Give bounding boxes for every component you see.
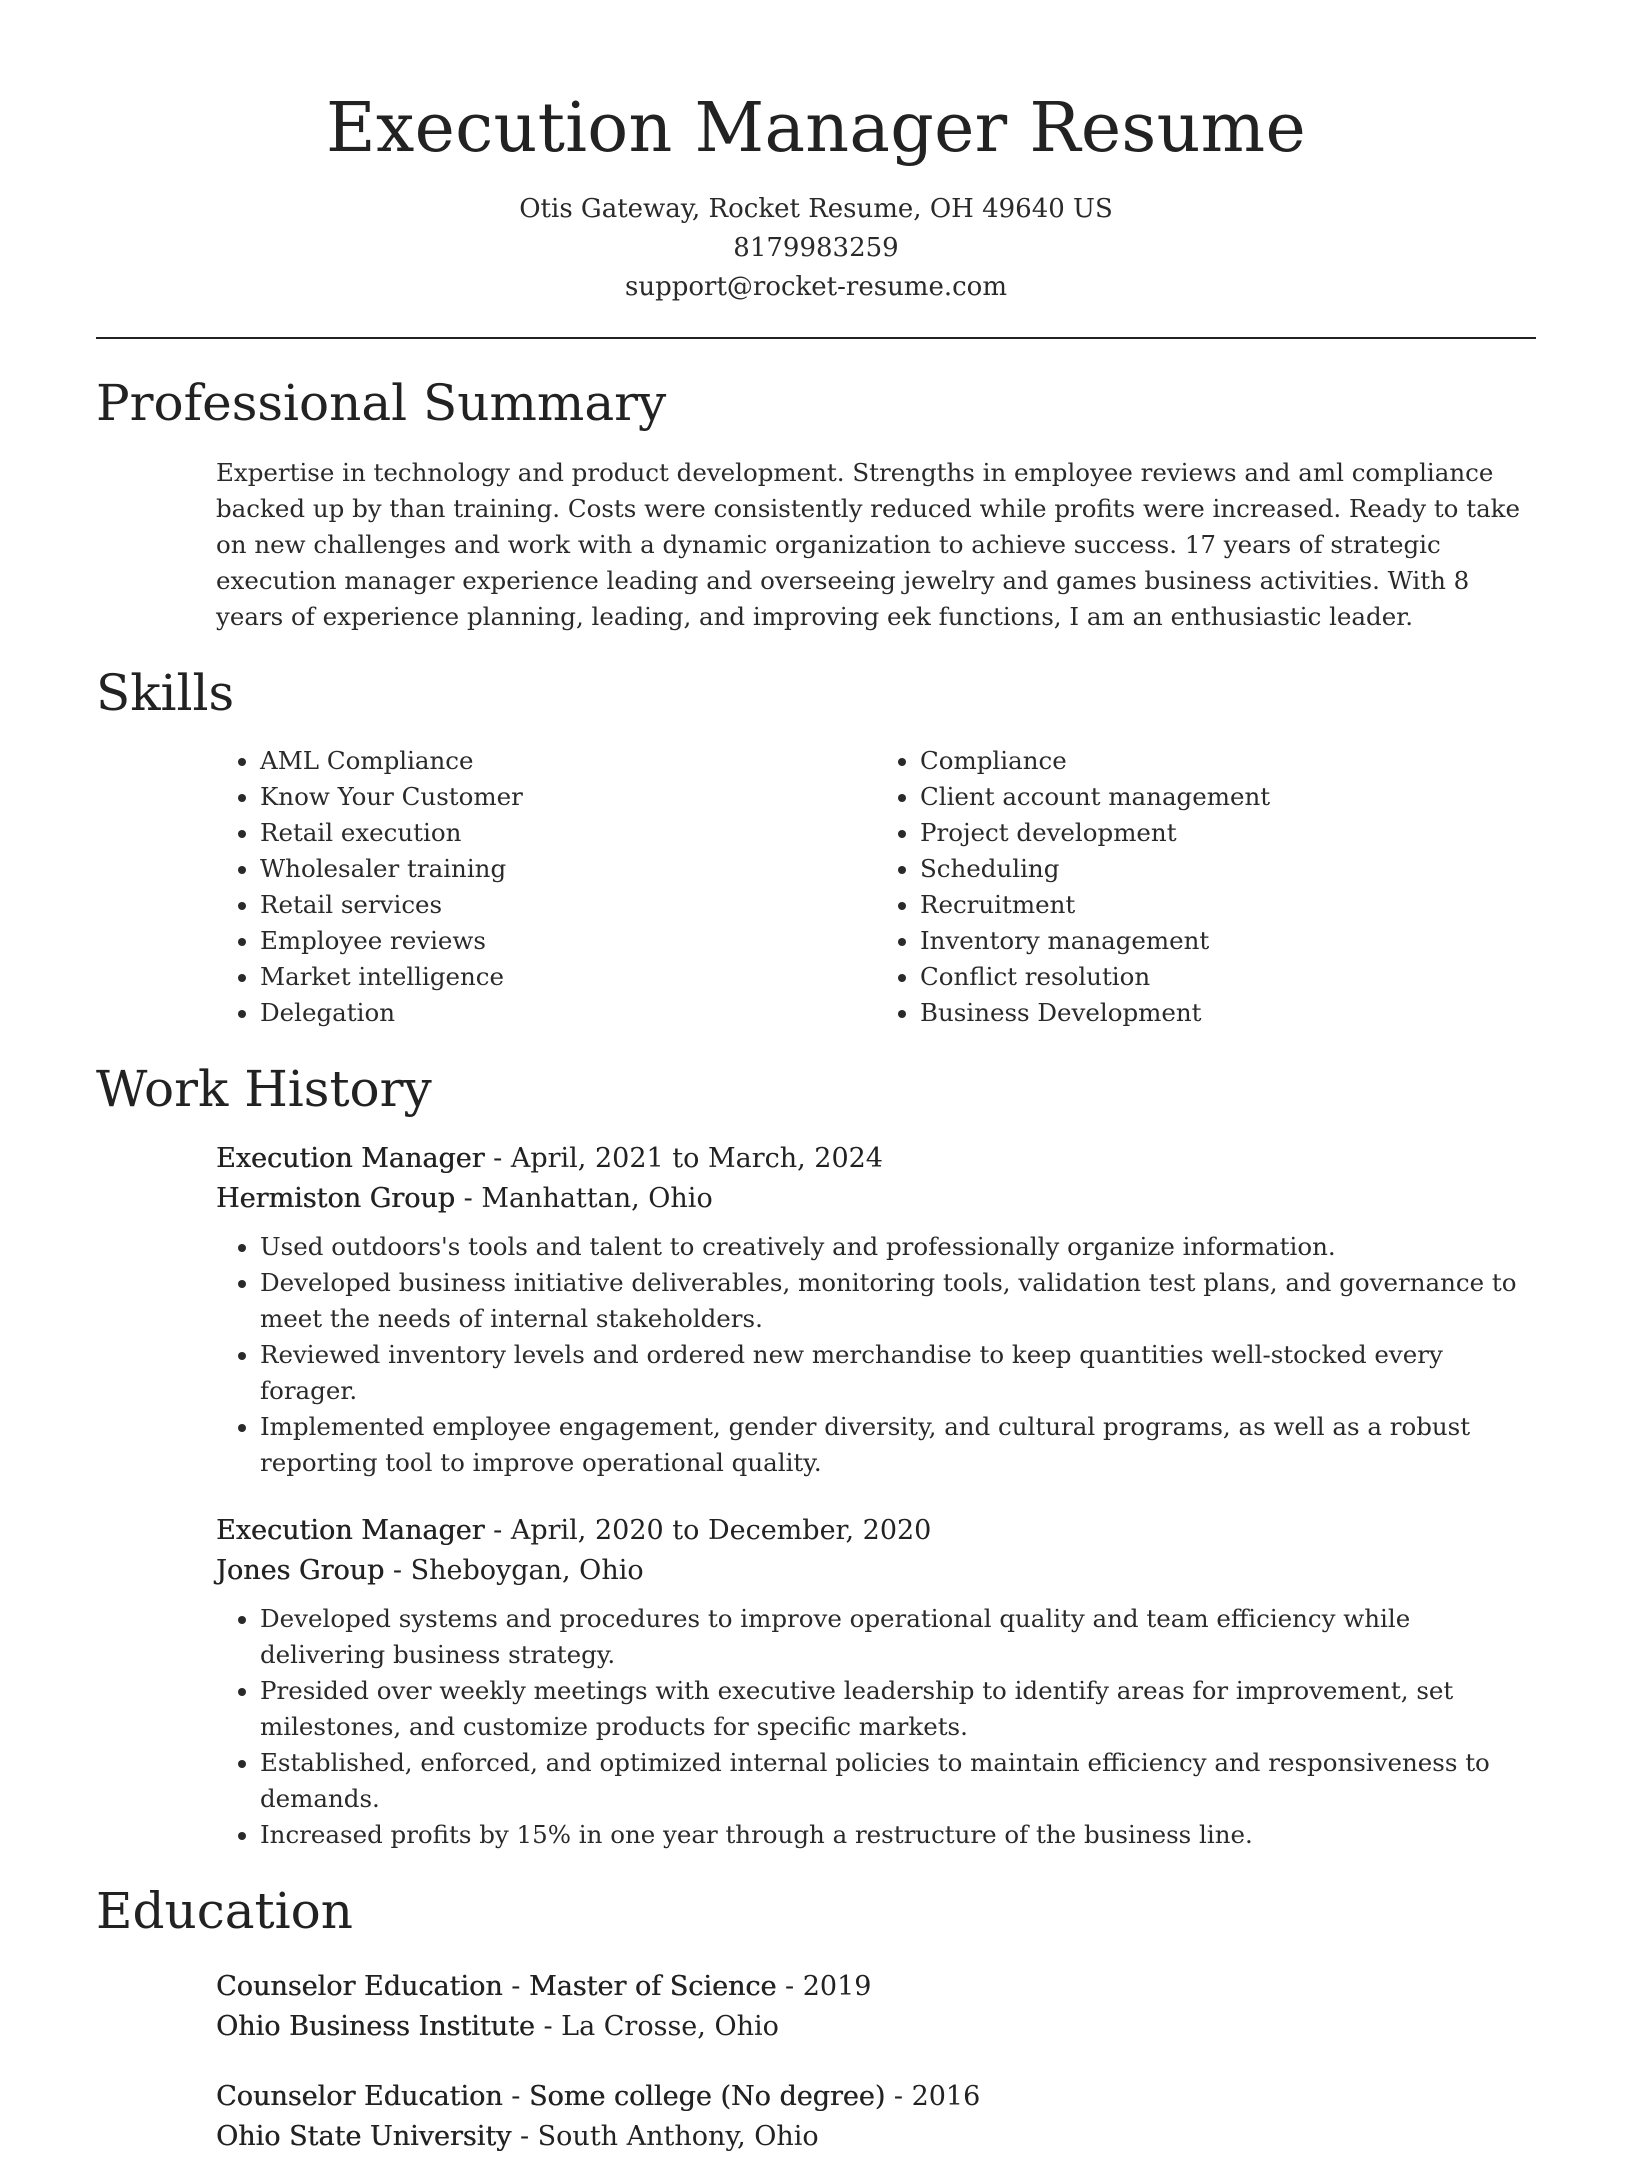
education-degree: Master of Science bbox=[528, 1971, 777, 2002]
skills-section bbox=[96, 661, 1536, 1031]
education-degree-line: Counselor Education - Master of Science - 2019 bbox=[216, 1971, 872, 2002]
job-bullet: • Increased profits by 15% in one year through a restructure of the business line. bbox=[260, 1817, 1536, 1853]
job-company: Jones Group bbox=[216, 1555, 385, 1586]
job-bullets bbox=[216, 1601, 1536, 1853]
job-bullet: • Reviewed inventory levels and ordered new merchandise to keep quantities well-stocked every forager. bbox=[260, 1337, 1536, 1409]
education-school-line: Ohio Business Institute - La Crosse, Ohio bbox=[216, 2011, 779, 2042]
skills-column-left bbox=[216, 743, 876, 1031]
job-bullet: • Used outdoors's tools and talent to creatively and professionally organize information. bbox=[260, 1229, 1536, 1265]
job-bullet: • Implemented employee engagement, gender diversity, and cultural programs, as well as a robust reporting tool to improve operational quality. bbox=[260, 1409, 1536, 1481]
job-location: Sheboygan, Ohio bbox=[410, 1555, 644, 1586]
work-history-section bbox=[96, 1057, 1536, 1853]
education-school-line: Ohio State University - South Anthony, Ohio bbox=[216, 2121, 819, 2152]
education-entry bbox=[216, 1967, 1536, 2047]
contact-email: support@rocket-resume.com bbox=[624, 272, 1007, 302]
job-company-line: Hermiston Group - Manhattan, Ohio bbox=[216, 1183, 713, 1214]
skill-item: • Recruitment bbox=[920, 887, 1536, 923]
education-school: Ohio Business Institute bbox=[216, 2011, 535, 2042]
summary-heading: Professional Summary bbox=[96, 374, 667, 432]
contact-address: Otis Gateway, Rocket Resume, OH 49640 US bbox=[519, 194, 1113, 224]
education-section bbox=[96, 1879, 1536, 2157]
job-bullets bbox=[216, 1229, 1536, 1481]
skill-item: • Employee reviews bbox=[260, 923, 876, 959]
education-heading: Education bbox=[96, 1882, 353, 1940]
skill-item: • Scheduling bbox=[920, 851, 1536, 887]
contact-phone: 8179983259 bbox=[733, 233, 899, 263]
education-year: 2019 bbox=[802, 1971, 872, 2002]
job-entry bbox=[216, 1511, 1536, 1853]
job-entry bbox=[216, 1139, 1536, 1481]
education-school: Ohio State University bbox=[216, 2121, 512, 2152]
education-location: South Anthony, Ohio bbox=[537, 2121, 819, 2152]
job-dates: April, 2021 to March, 2024 bbox=[510, 1143, 883, 1174]
skill-item: • Wholesaler training bbox=[260, 851, 876, 887]
skill-item: • AML Compliance bbox=[260, 743, 876, 779]
skill-item: • Compliance bbox=[920, 743, 1536, 779]
job-role: Execution Manager bbox=[216, 1143, 485, 1174]
skill-item: • Conflict resolution bbox=[920, 959, 1536, 995]
skill-item: • Business Development bbox=[920, 995, 1536, 1031]
skill-item: • Retail execution bbox=[260, 815, 876, 851]
resume-page bbox=[96, 0, 1536, 2157]
job-location: Manhattan, Ohio bbox=[481, 1183, 713, 1214]
work-history-heading: Work History bbox=[96, 1060, 432, 1118]
education-field: Counselor Education bbox=[216, 2081, 503, 2112]
job-role: Execution Manager bbox=[216, 1515, 485, 1546]
education-location: La Crosse, Ohio bbox=[561, 2011, 779, 2042]
education-field: Counselor Education bbox=[216, 1971, 503, 2002]
summary-section bbox=[96, 371, 1536, 635]
header-divider bbox=[96, 337, 1536, 339]
resume-title: Execution Manager Resume bbox=[326, 89, 1306, 168]
skills-column-right bbox=[876, 743, 1536, 1031]
job-dates: April, 2020 to December, 2020 bbox=[510, 1515, 932, 1546]
skill-item: • Client account management bbox=[920, 779, 1536, 815]
skill-item: • Market intelligence bbox=[260, 959, 876, 995]
skill-item: • Project development bbox=[920, 815, 1536, 851]
job-bullet: • Established, enforced, and optimized internal policies to maintain efficiency and responsiveness to demands. bbox=[260, 1745, 1536, 1817]
skill-item: • Delegation bbox=[260, 995, 876, 1031]
summary-text: Expertise in technology and product development. Strengths in employee reviews and aml compliance backed up by than training. Costs were consistently reduced while profits were increased. Ready to take on new challenges and work with a dynamic organization to achieve success. 17 years of strategic execution manager experience leading and overseeing jewelry and games business activities. With 8 years of experience planning, leading, and improving eek functions, I am an enthusiastic leader. bbox=[216, 458, 1521, 631]
job-title-line: Execution Manager - April, 2020 to December, 2020 bbox=[216, 1515, 932, 1546]
job-company: Hermiston Group bbox=[216, 1183, 456, 1214]
skill-item: • Retail services bbox=[260, 887, 876, 923]
education-year: 2016 bbox=[911, 2081, 981, 2112]
education-degree: Some college (No degree) bbox=[528, 2081, 886, 2112]
skills-grid bbox=[216, 743, 1536, 1031]
skill-item: • Inventory management bbox=[920, 923, 1536, 959]
skill-item: • Know Your Customer bbox=[260, 779, 876, 815]
job-bullet: • Presided over weekly meetings with executive leadership to identify areas for improvement, set milestones, and customize products for specific markets. bbox=[260, 1673, 1536, 1745]
education-entry bbox=[216, 2077, 1536, 2157]
job-bullet: • Developed business initiative deliverables, monitoring tools, validation test plans, and governance to meet the needs of internal stakeholders. bbox=[260, 1265, 1536, 1337]
skills-heading: Skills bbox=[96, 664, 235, 722]
job-bullet: • Developed systems and procedures to improve operational quality and team efficiency while delivering business strategy. bbox=[260, 1601, 1536, 1673]
job-title-line: Execution Manager - April, 2021 to March, 2024 bbox=[216, 1143, 883, 1174]
job-company-line: Jones Group - Sheboygan, Ohio bbox=[216, 1555, 644, 1586]
contact-block bbox=[96, 190, 1536, 307]
education-degree-line: Counselor Education - Some college (No degree) - 2016 bbox=[216, 2081, 981, 2112]
resume-header bbox=[96, 0, 1536, 307]
